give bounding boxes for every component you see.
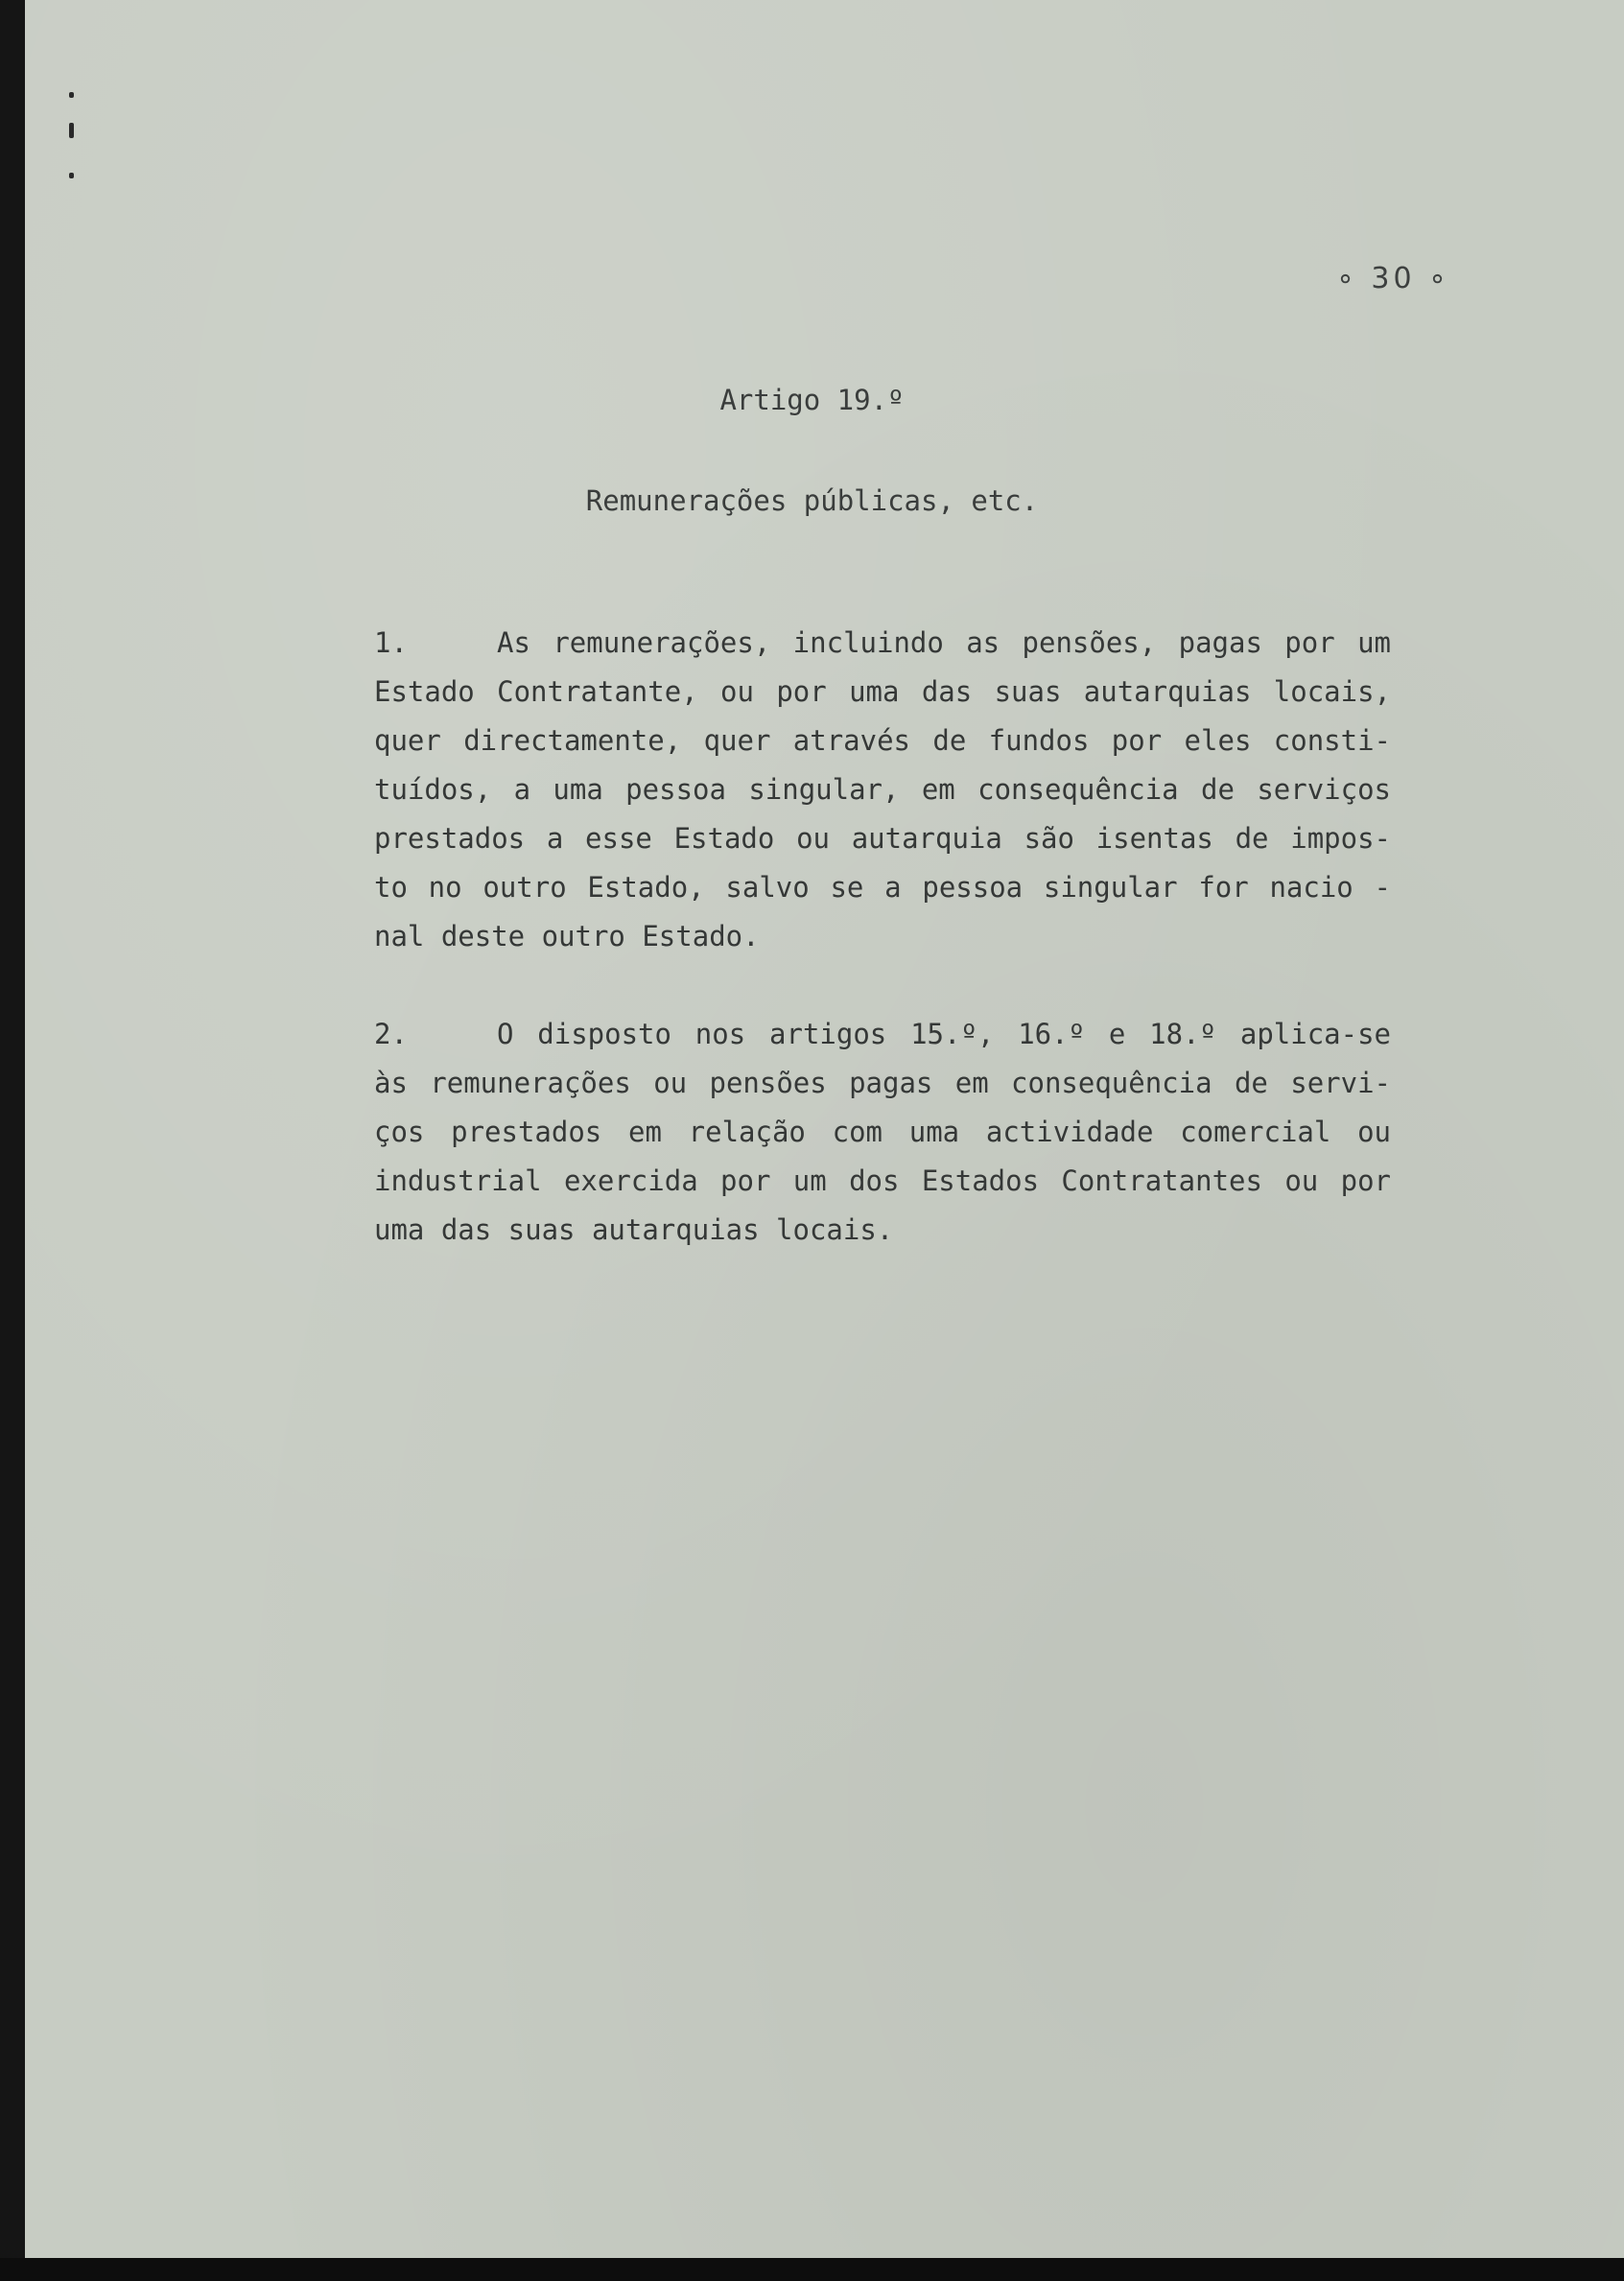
paragraph-line: As remunerações, incluindo as pensões, pagas por um xyxy=(497,626,1391,659)
punch-mark xyxy=(69,173,74,178)
paragraph-line: Estado Contratante, ou por uma das suas autarquias locais, xyxy=(374,675,1391,708)
paragraph-line: ços prestados em relação com uma actividade comercial ou xyxy=(374,1116,1391,1148)
paragraph-line: industrial exercida por um dos Estados Contratantes ou por xyxy=(374,1164,1391,1197)
paragraph-line: uma das suas autarquias locais. xyxy=(374,1213,894,1246)
page-number-value: 30 xyxy=(1371,262,1416,295)
page-number: ∘ 30 ∘ xyxy=(1336,262,1450,295)
paragraph-line: tuídos, a uma pessoa singular, em consequência de serviços xyxy=(374,773,1391,806)
scan-left-border xyxy=(0,0,25,2258)
paragraph-2 xyxy=(374,1010,1391,1255)
paragraph-line: to no outro Estado, salvo se a pessoa singular for nacio - xyxy=(374,871,1391,904)
punch-mark xyxy=(69,123,74,138)
paragraph-line: às remunerações ou pensões pagas em consequência de servi- xyxy=(374,1067,1391,1099)
paragraph-line: prestados a esse Estado ou autarquia são isentas de impos- xyxy=(374,822,1391,855)
paragraph-line: nal deste outro Estado. xyxy=(374,920,760,952)
punch-mark xyxy=(69,92,74,98)
paragraph-number: 2. xyxy=(374,1018,408,1050)
paragraph-line: O disposto nos artigos 15.º, 16.º e 18.º aplica-se xyxy=(497,1018,1391,1050)
article-subtitle: Remunerações públicas, etc. xyxy=(585,484,1039,517)
paragraph-number: 1. xyxy=(374,626,408,659)
article-title: Artigo 19.º xyxy=(719,384,905,416)
paragraph-line: quer directamente, quer através de fundos por eles consti- xyxy=(374,724,1391,757)
scan-bottom-border xyxy=(0,2258,1624,2281)
paragraph-1 xyxy=(374,619,1391,961)
